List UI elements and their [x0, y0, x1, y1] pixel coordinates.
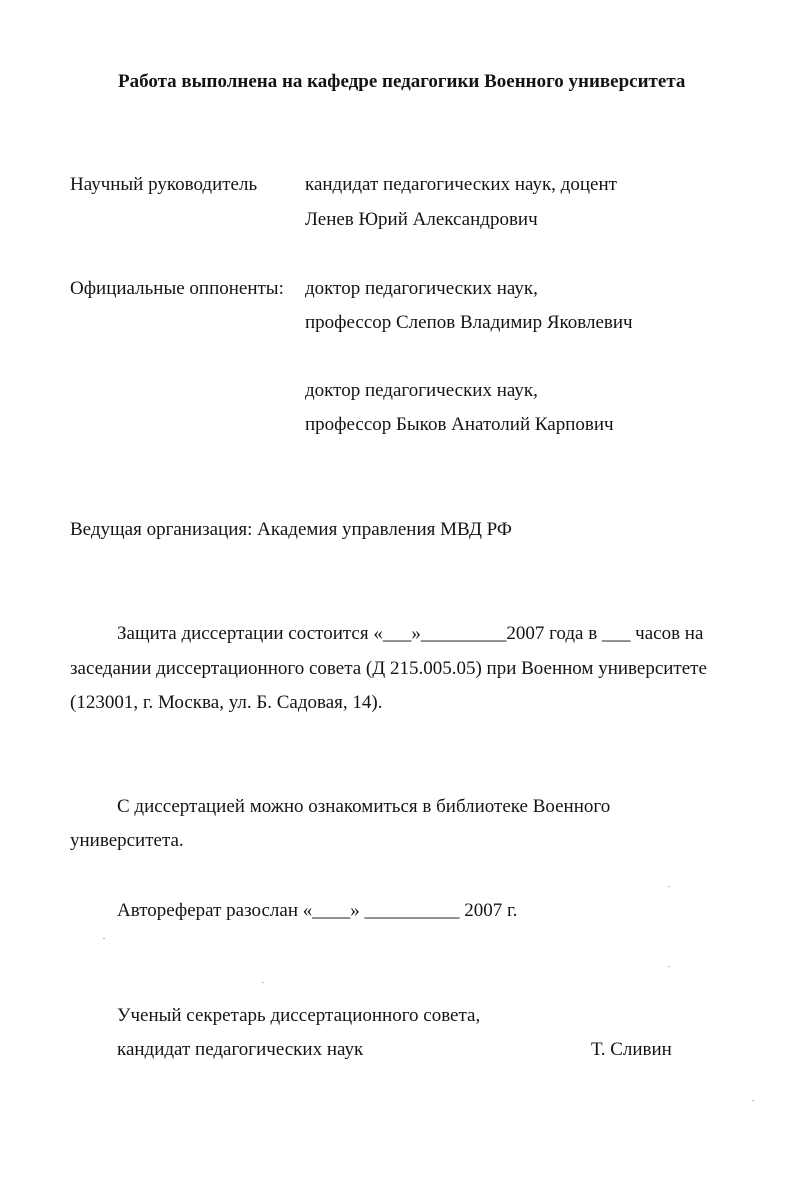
secretary-line-1: Ученый секретарь диссертационного совета,	[117, 1005, 481, 1026]
opponent-1-degree: доктор педагогических наук,	[305, 278, 538, 299]
leading-organization: Ведущая организация: Академия управления МВД РФ	[70, 519, 512, 540]
scan-speck	[668, 966, 670, 967]
opponents-label: Официальные оппоненты:	[70, 278, 284, 299]
supervisor-label: Научный руководитель	[70, 174, 258, 195]
opponent-2-degree: доктор педагогических наук,	[305, 380, 538, 401]
scan-speck	[668, 886, 670, 887]
page-title: Работа выполнена на кафедре педагогики Военного университета	[118, 71, 686, 92]
defense-line-3: (123001, г. Москва, ул. Б. Садовая, 14).	[70, 692, 383, 713]
secretary-line-2: кандидат педагогических наук	[117, 1039, 364, 1060]
defense-line-2: заседании диссертационного совета (Д 215.005.05) при Военном университете	[70, 658, 707, 679]
opponent-1-name: профессор Слепов Владимир Яковлевич	[305, 312, 633, 333]
defense-line-1: Защита диссертации состоится «___»_________2007 года в ___ часов на	[117, 623, 704, 644]
supervisor-degree: кандидат педагогических наук, доцент	[305, 174, 617, 195]
supervisor-name: Ленев Юрий Александрович	[305, 209, 538, 230]
abstract-sent-line: Автореферат разослан «____» __________ 2007 г.	[117, 900, 518, 921]
opponent-2-name: профессор Быков Анатолий Карпович	[305, 414, 614, 435]
secretary-name: Т. Сливин	[591, 1039, 672, 1060]
scan-speck	[752, 1100, 754, 1101]
scan-speck	[262, 982, 264, 983]
scan-speck	[103, 938, 105, 939]
library-line-2: университета.	[70, 830, 184, 851]
library-line-1: С диссертацией можно ознакомиться в библиотеке Военного	[117, 796, 611, 817]
